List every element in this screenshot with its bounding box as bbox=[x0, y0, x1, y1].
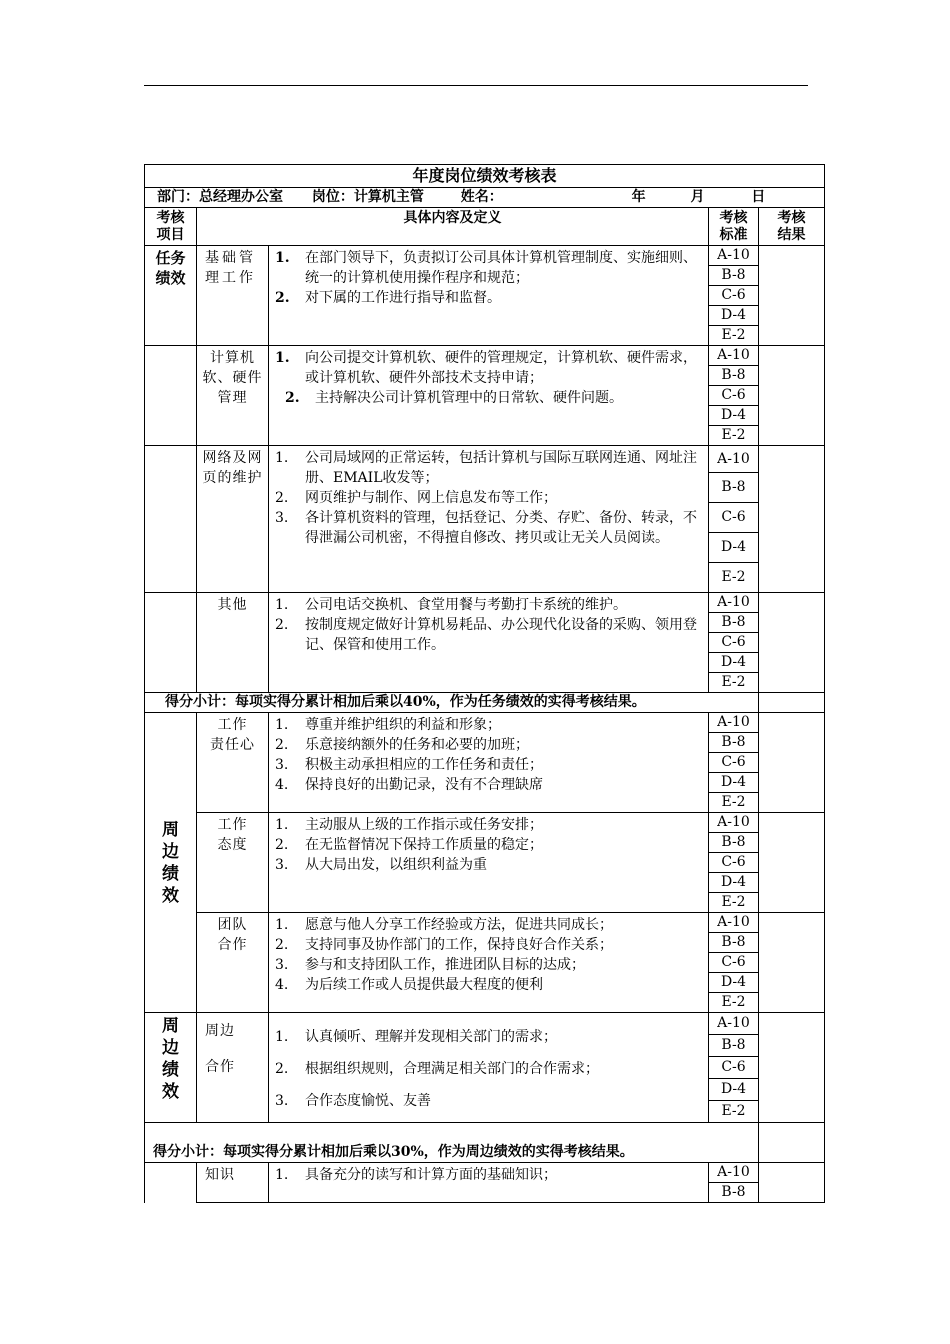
grade-e: E-2 bbox=[709, 673, 759, 693]
grade-a: A-10 bbox=[709, 713, 759, 733]
grade-e: E-2 bbox=[709, 563, 759, 593]
grade-c: C-6 bbox=[709, 633, 759, 653]
grade-d: D-4 bbox=[709, 1079, 759, 1101]
grade-c: C-6 bbox=[709, 753, 759, 773]
result-cell[interactable] bbox=[759, 713, 825, 813]
subitem-teamwork: 团队 合作 bbox=[197, 913, 269, 1013]
content-knowledge bbox=[269, 1163, 709, 1203]
list-item: 2. 按制度规定做好计算机易耗品、办公现代化设备的采购、领用登记、保管和使用工作。 bbox=[275, 617, 697, 653]
grade-e: E-2 bbox=[709, 893, 759, 913]
peripheral-subtotal: 得分小计：每项实得分累计相加后乘以30%，作为周边绩效的实得考核结果。 bbox=[145, 1123, 759, 1163]
list-item: 3. 从大局出发，以组织利益为重 bbox=[275, 857, 487, 873]
list-item: 4. 保持良好的出勤记录，没有不合理缺席 bbox=[275, 777, 543, 793]
empty-cat-cell bbox=[145, 346, 197, 446]
list-item: 1. 向公司提交计算机软、硬件的管理规定，计算机软、硬件需求，或计算机软、硬件外部技术支持申请； bbox=[275, 350, 697, 386]
grade-e: E-2 bbox=[709, 426, 759, 446]
subitem-network: 网络及网页的维护 bbox=[197, 446, 269, 593]
subitem-responsibility: 工作 责任心 bbox=[197, 713, 269, 813]
appraisal-table bbox=[144, 164, 825, 1203]
grade-e: E-2 bbox=[709, 993, 759, 1013]
task-performance-label: 任务 绩效 bbox=[145, 246, 197, 346]
header-standard: 考核 标准 bbox=[709, 208, 759, 246]
list-item: 1. 公司局域网的正常运转，包括计算机与国际互联网连通、网址注册、EMAIL收发等； bbox=[275, 450, 697, 486]
grade-a: A-10 bbox=[709, 346, 759, 366]
post-label: 岗位：计算机主管 bbox=[311, 189, 424, 205]
grade-c: C-6 bbox=[709, 1057, 759, 1079]
grade-b: B-8 bbox=[709, 1035, 759, 1057]
grade-b: B-8 bbox=[709, 933, 759, 953]
grade-b: B-8 bbox=[709, 733, 759, 753]
peripheral-performance-label: 周 边 绩 效 bbox=[145, 713, 197, 1013]
subitem-hardware-software: 计算机软、硬件管理 bbox=[197, 346, 269, 446]
grade-a: A-10 bbox=[709, 1163, 759, 1183]
subitem-cooperation: 周边 合作 bbox=[197, 1013, 269, 1123]
list-item: 1. 公司电话交换机、食堂用餐与考勤打卡系统的维护。 bbox=[275, 597, 627, 613]
list-item: 2. 在无监督情况下保持工作质量的稳定； bbox=[275, 837, 543, 853]
result-cell[interactable] bbox=[759, 1163, 825, 1203]
grade-c: C-6 bbox=[709, 853, 759, 873]
result-cell[interactable] bbox=[759, 1013, 825, 1123]
grade-d: D-4 bbox=[709, 653, 759, 673]
grade-d: D-4 bbox=[709, 306, 759, 326]
grade-b: B-8 bbox=[709, 366, 759, 386]
list-item: 3. 参与和支持团队工作，推进团队目标的达成； bbox=[275, 957, 585, 973]
task-subtotal-result[interactable] bbox=[759, 693, 825, 713]
grade-a: A-10 bbox=[709, 246, 759, 266]
header-item: 考核 项目 bbox=[145, 208, 197, 246]
content-other bbox=[269, 593, 709, 693]
list-item: 1. 尊重并维护组织的利益和形象； bbox=[275, 717, 501, 733]
empty-cat-cell bbox=[145, 593, 197, 693]
list-item: 2. 根据组织规则，合理满足相关部门的合作需求； bbox=[275, 1061, 599, 1077]
grade-d: D-4 bbox=[709, 406, 759, 426]
grade-a: A-10 bbox=[709, 593, 759, 613]
list-item: 1. 认真倾听、理解并发现相关部门的需求； bbox=[275, 1029, 557, 1045]
header-rule bbox=[144, 85, 808, 86]
result-cell[interactable] bbox=[759, 346, 825, 446]
grade-e: E-2 bbox=[709, 1101, 759, 1123]
grade-d: D-4 bbox=[709, 773, 759, 793]
list-item: 2. 主持解决公司计算机管理中的日常软、硬件问题。 bbox=[285, 390, 623, 406]
list-item: 1. 愿意与他人分享工作经验或方法，促进共同成长； bbox=[275, 917, 613, 933]
subitem-knowledge: 知识 bbox=[197, 1163, 269, 1203]
grade-b: B-8 bbox=[709, 473, 759, 503]
grade-b: B-8 bbox=[709, 613, 759, 633]
grade-b: B-8 bbox=[709, 266, 759, 286]
grade-d: D-4 bbox=[709, 973, 759, 993]
header-content: 具体内容及定义 bbox=[197, 208, 709, 246]
grade-b: B-8 bbox=[709, 833, 759, 853]
list-item: 3. 各计算机资料的管理，包括登记、分类、存贮、备份、转录，不得泄漏公司机密，不得擅自修改、拷贝或让无关人员阅读。 bbox=[275, 510, 697, 546]
list-item: 4. 为后续工作或人员提供最大程度的便利 bbox=[275, 977, 543, 993]
subitem-other: 其他 bbox=[197, 593, 269, 693]
content-cooperation bbox=[269, 1013, 709, 1123]
list-item: 1. 具备充分的读写和计算方面的基础知识； bbox=[275, 1167, 557, 1183]
task-subtotal: 得分小计：每项实得分累计相加后乘以40%，作为任务绩效的实得考核结果。 bbox=[145, 693, 759, 713]
grade-d: D-4 bbox=[709, 533, 759, 563]
grade-a: A-10 bbox=[709, 1013, 759, 1035]
name-label: 姓名： bbox=[460, 189, 503, 205]
form-title: 年度岗位绩效考核表 bbox=[145, 165, 825, 188]
year-label: 年 bbox=[631, 189, 646, 205]
content-responsibility bbox=[269, 713, 709, 813]
appraisal-form bbox=[144, 164, 824, 1203]
result-cell[interactable] bbox=[759, 913, 825, 1013]
grade-c: C-6 bbox=[709, 286, 759, 306]
list-item: 3. 合作态度愉悦、友善 bbox=[275, 1093, 431, 1109]
list-item: 2. 支持同事及协作部门的工作，保持良好合作关系； bbox=[275, 937, 613, 953]
grade-c: C-6 bbox=[709, 953, 759, 973]
content-hardware-software bbox=[269, 346, 709, 446]
month-label: 月 bbox=[690, 189, 705, 205]
peripheral-subtotal-result[interactable] bbox=[759, 1123, 825, 1163]
grade-a: A-10 bbox=[709, 913, 759, 933]
content-attitude bbox=[269, 813, 709, 913]
subitem-basic-management: 基础管理工作 bbox=[197, 246, 269, 346]
empty-cat-cell bbox=[145, 446, 197, 593]
list-item: 1. 主动服从上级的工作指示或任务安排； bbox=[275, 817, 543, 833]
result-cell[interactable] bbox=[759, 813, 825, 913]
grade-a: A-10 bbox=[709, 813, 759, 833]
content-basic-management bbox=[269, 246, 709, 346]
subitem-attitude: 工作 态度 bbox=[197, 813, 269, 913]
form-meta bbox=[145, 188, 825, 208]
content-teamwork bbox=[269, 913, 709, 1013]
grade-a: A-10 bbox=[709, 446, 759, 473]
content-network bbox=[269, 446, 709, 593]
list-item: 2. 网页维护与制作、网上信息发布等工作； bbox=[275, 490, 557, 506]
grade-d: D-4 bbox=[709, 873, 759, 893]
list-item: 3. 积极主动承担相应的工作任务和责任； bbox=[275, 757, 543, 773]
header-result: 考核 结果 bbox=[759, 208, 825, 246]
grade-e: E-2 bbox=[709, 793, 759, 813]
grade-c: C-6 bbox=[709, 503, 759, 533]
result-cell[interactable] bbox=[759, 593, 825, 693]
result-cell[interactable] bbox=[759, 446, 825, 593]
list-item: 1. 在部门领导下，负责拟订公司具体计算机管理制度、实施细则、统一的计算机使用操作程序和规范； bbox=[275, 250, 697, 286]
grade-e: E-2 bbox=[709, 326, 759, 346]
list-item: 2. 乐意接纳额外的任务和必要的加班； bbox=[275, 737, 529, 753]
grade-c: C-6 bbox=[709, 386, 759, 406]
grade-b: B-8 bbox=[709, 1183, 759, 1203]
day-label: 日 bbox=[751, 189, 766, 205]
empty-cat-cell bbox=[145, 1163, 197, 1203]
result-cell[interactable] bbox=[759, 246, 825, 346]
peripheral-performance-label-2: 周 边 绩 效 bbox=[145, 1013, 197, 1123]
list-item: 2. 对下属的工作进行指导和监督。 bbox=[275, 290, 501, 306]
dept-label: 部门：总经理办公室 bbox=[157, 189, 283, 205]
